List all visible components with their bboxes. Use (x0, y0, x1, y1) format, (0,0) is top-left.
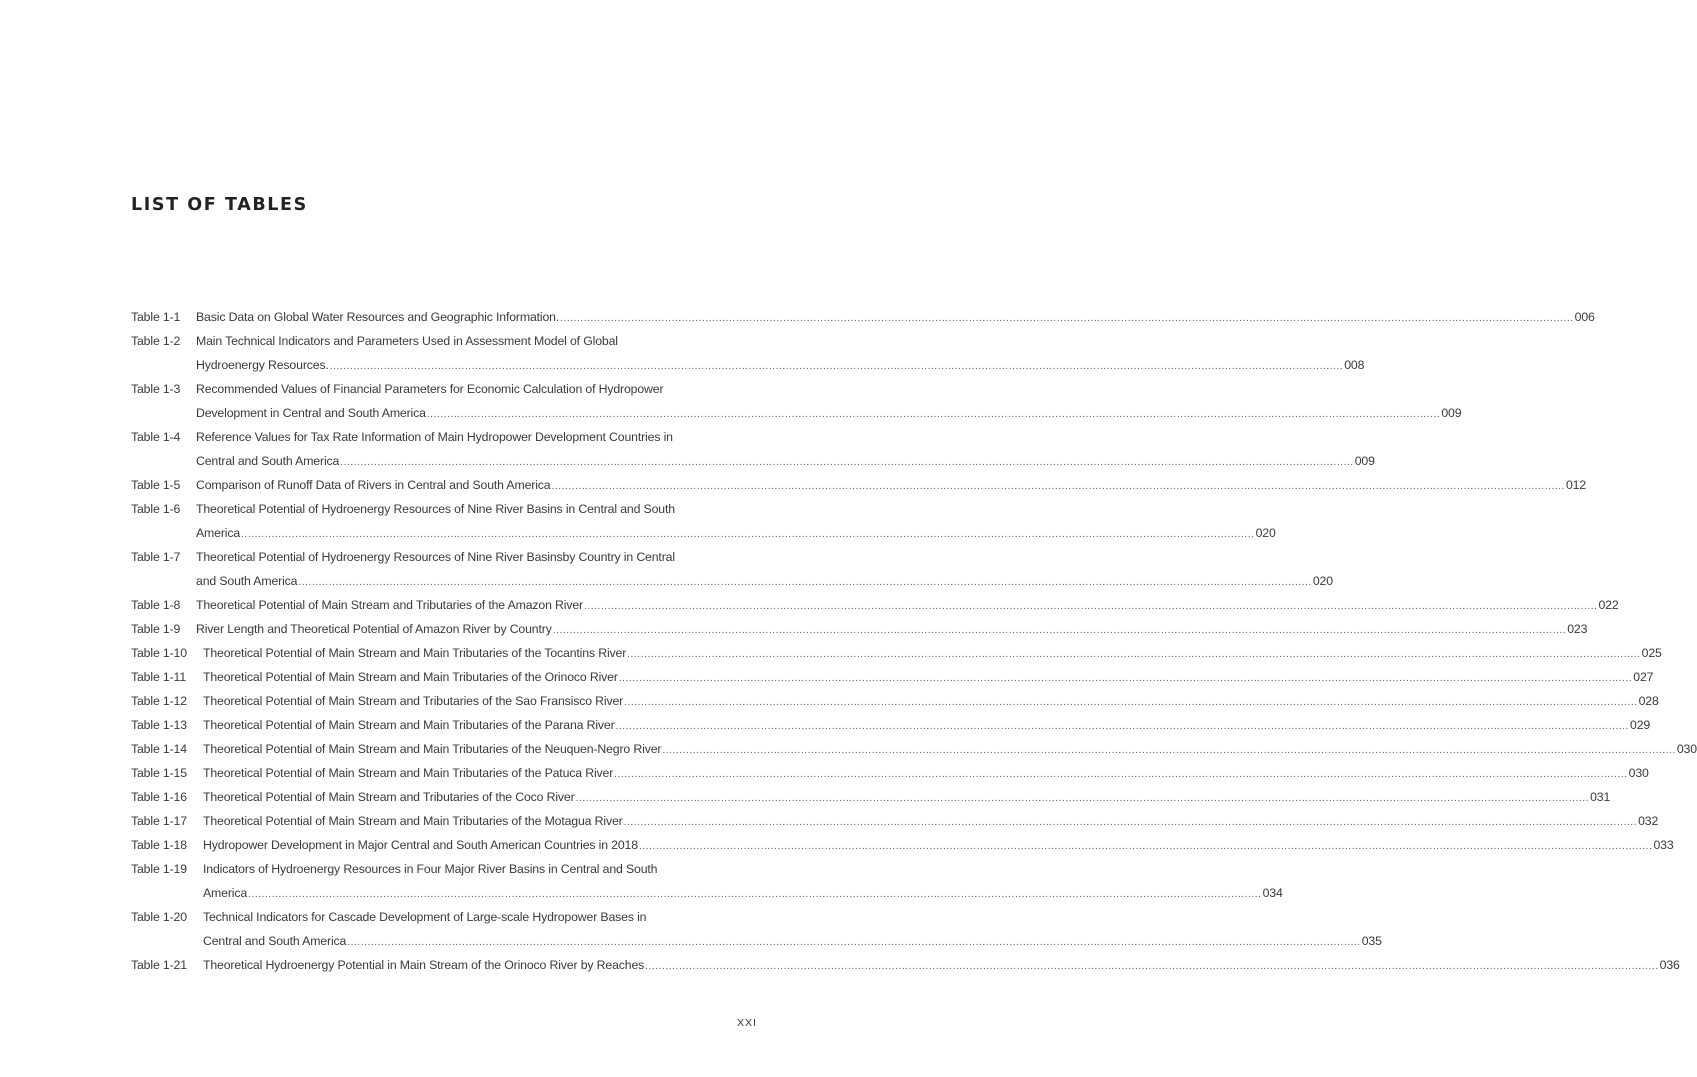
page-ref: 020 (1312, 574, 1333, 588)
table-title: Theoretical Potential of Main Stream and Tributaries of the Coco River (203, 790, 575, 804)
table-title: Theoretical Potential of Main Stream and Main Tributaries of the Parana River (203, 718, 615, 732)
toc-entry[interactable] (131, 329, 691, 353)
table-label: Table 1-4 (131, 430, 181, 444)
table-title: and South America (196, 574, 298, 588)
page-ref: 009 (1441, 406, 1462, 420)
page-number: XXI (737, 1017, 757, 1029)
table-title: Theoretical Potential of Main Stream and Main Tributaries of the Neuquen-Negro River (203, 742, 662, 756)
page-ref: 022 (1598, 598, 1619, 612)
page-ref: 028 (1638, 694, 1659, 708)
toc-entry-continuation[interactable] (131, 353, 1365, 377)
table-title: Theoretical Potential of Hydroenergy Resources of Nine River Basins in Central and South (196, 502, 675, 516)
leader-dots: ............................................................................................................................................................................................................................................................................................................ (614, 769, 1628, 780)
toc-entry[interactable] (131, 617, 1588, 641)
page-ref: 031 (1590, 790, 1611, 804)
page-ref: 033 (1653, 838, 1674, 852)
table-label: Table 1-16 (131, 790, 187, 804)
table-title: Theoretical Potential of Hydroenergy Resources of Nine River Basinsby Country in Central (196, 550, 675, 564)
table-label: Table 1-21 (131, 958, 187, 972)
table-label: Table 1-2 (131, 334, 181, 348)
leader-dots: ............................................................................................................................................................................................................................................................................................................ (248, 889, 1262, 900)
page-ref: 020 (1255, 526, 1276, 540)
table-list (131, 305, 1697, 977)
table-label: Table 1-1 (131, 310, 181, 324)
table-label: Table 1-7 (131, 550, 181, 564)
table-title: Central and South America (203, 934, 347, 948)
toc-entry[interactable] (131, 785, 1611, 809)
leader-dots: ............................................................................................................................................................................................................................................................................................................ (623, 817, 1638, 828)
table-title: Comparison of Runoff Data of Rivers in Central and South America (196, 478, 551, 492)
toc-entry-continuation[interactable] (131, 929, 1382, 953)
page-ref: 030 (1628, 766, 1649, 780)
toc-entry[interactable] (131, 425, 691, 449)
table-label: Table 1-15 (131, 766, 187, 780)
toc-entry-continuation[interactable] (131, 569, 1333, 593)
table-title: America (203, 886, 248, 900)
toc-entry[interactable] (131, 953, 1680, 977)
table-label: Table 1-13 (131, 718, 187, 732)
leader-dots: ............................................................................................................................................................................................................................................................................................................ (627, 649, 1641, 660)
table-label: Table 1-8 (131, 598, 181, 612)
table-title: Development in Central and South America (196, 406, 426, 420)
table-title: America (196, 526, 241, 540)
toc-entry-continuation[interactable] (131, 401, 1462, 425)
table-label: Table 1-12 (131, 694, 187, 708)
table-label: Table 1-5 (131, 478, 181, 492)
table-title: Theoretical Potential of Main Stream and Main Tributaries of the Tocantins River (203, 646, 627, 660)
leader-dots: ............................................................................................................................................................................................................................................................................................................ (298, 577, 1312, 588)
table-title: Theoretical Potential of Main Stream and Main Tributaries of the Orinoco River (203, 670, 618, 684)
leader-dots: ............................................................................................................................................................................................................................................................................................................ (638, 841, 1653, 852)
table-label: Table 1-6 (131, 502, 181, 516)
page-ref: 030 (1676, 742, 1697, 756)
toc-entry[interactable] (131, 545, 691, 569)
toc-entry[interactable] (131, 473, 1587, 497)
leader-dots: ............................................................................................................................................................................................................................................................................................................ (551, 481, 1565, 492)
table-title: Hydroenergy Resources. (196, 358, 329, 372)
table-label: Table 1-3 (131, 382, 181, 396)
leader-dots: ............................................................................................................................................................................................................................................................................................................ (615, 721, 1630, 732)
table-label: Table 1-20 (131, 910, 187, 924)
leader-dots: ............................................................................................................................................................................................................................................................................................................ (340, 457, 1354, 468)
table-title: Basic Data on Global Water Resources and Geographic Information. (196, 310, 560, 324)
table-title: Theoretical Potential of Main Stream and Tributaries of the Sao Fransisco River (203, 694, 624, 708)
table-label: Table 1-19 (131, 862, 187, 876)
table-title: Technical Indicators for Cascade Development of Large-scale Hydropower Bases in (203, 910, 647, 924)
leader-dots: ............................................................................................................................................................................................................................................................................................................ (241, 529, 1255, 540)
page-ref: 035 (1361, 934, 1382, 948)
page-ref: 032 (1638, 814, 1659, 828)
toc-entry[interactable] (131, 905, 691, 929)
toc-entry[interactable] (131, 377, 691, 401)
page-ref: 009 (1354, 454, 1375, 468)
leader-dots: ............................................................................................................................................................................................................................................................................................................ (618, 673, 1633, 684)
table-title: Main Technical Indicators and Parameters Used in Assessment Model of Global (196, 334, 618, 348)
table-title: Reference Values for Tax Rate Information of Main Hydropower Development Countries in (196, 430, 673, 444)
table-title: Hydropower Development in Major Central and South American Countries in 2018 (203, 838, 638, 852)
page-ref: 034 (1262, 886, 1283, 900)
table-label: Table 1-14 (131, 742, 187, 756)
toc-entry[interactable] (131, 641, 1662, 665)
toc-entry[interactable] (131, 665, 1654, 689)
toc-entry-continuation[interactable] (131, 521, 1276, 545)
table-title: Theoretical Hydroenergy Potential in Main Stream of the Orinoco River by Reaches (203, 958, 645, 972)
toc-entry[interactable] (131, 305, 1595, 329)
toc-entry[interactable] (131, 689, 1659, 713)
page-ref: 006 (1574, 310, 1595, 324)
table-title: Recommended Values of Financial Parameters for Economic Calculation of Hydropower (196, 382, 664, 396)
leader-dots: ............................................................................................................................................................................................................................................................................................................ (624, 697, 1638, 708)
leader-dots: ............................................................................................................................................................................................................................................................................................................ (662, 745, 1676, 756)
page-ref: 029 (1630, 718, 1651, 732)
toc-entry[interactable] (131, 761, 1649, 785)
table-label: Table 1-18 (131, 838, 187, 852)
table-label: Table 1-11 (131, 670, 187, 684)
toc-entry-continuation[interactable] (131, 449, 1375, 473)
table-title: Theoretical Potential of Main Stream and Main Tributaries of the Patuca River (203, 766, 614, 780)
table-label: Table 1-9 (131, 622, 181, 636)
leader-dots: ............................................................................................................................................................................................................................................................................................................ (575, 793, 1590, 804)
toc-entry[interactable] (131, 497, 691, 521)
table-title: Theoretical Potential of Main Stream and Main Tributaries of the Motagua River (203, 814, 623, 828)
leader-dots: ............................................................................................................................................................................................................................................................................................................ (347, 937, 1361, 948)
leader-dots: ............................................................................................................................................................................................................................................................................................................ (426, 409, 1441, 420)
toc-entry[interactable] (131, 737, 1697, 761)
table-title: Indicators of Hydroenergy Resources in Four Major River Basins in Central and South (203, 862, 658, 876)
leader-dots: ............................................................................................................................................................................................................................................................................................................ (645, 961, 1659, 972)
page-ref: 023 (1567, 622, 1588, 636)
table-title: Central and South America (196, 454, 340, 468)
toc-entry[interactable] (131, 593, 1619, 617)
table-label: Table 1-10 (131, 646, 187, 660)
toc-entry[interactable] (131, 809, 1659, 833)
leader-dots: ............................................................................................................................................................................................................................................................................................................ (584, 601, 1598, 612)
table-label: Table 1-17 (131, 814, 187, 828)
table-title: River Length and Theoretical Potential of Amazon River by Country (196, 622, 552, 636)
toc-entry[interactable] (131, 713, 1651, 737)
leader-dots: ............................................................................................................................................................................................................................................................................................................ (329, 361, 1344, 372)
page-ref: 036 (1659, 958, 1680, 972)
leader-dots: ............................................................................................................................................................................................................................................................................................................ (560, 313, 1574, 324)
page-title: LIST OF TABLES (131, 195, 308, 215)
toc-entry[interactable] (131, 857, 691, 881)
toc-entry-continuation[interactable] (131, 881, 1283, 905)
page-ref: 008 (1344, 358, 1365, 372)
table-title: Theoretical Potential of Main Stream and Tributaries of the Amazon River (196, 598, 583, 612)
page-ref: 027 (1633, 670, 1654, 684)
page-ref: 012 (1565, 478, 1587, 492)
toc-entry[interactable] (131, 833, 1674, 857)
leader-dots: ............................................................................................................................................................................................................................................................................................................ (552, 625, 1567, 636)
page-ref: 025 (1641, 646, 1662, 660)
